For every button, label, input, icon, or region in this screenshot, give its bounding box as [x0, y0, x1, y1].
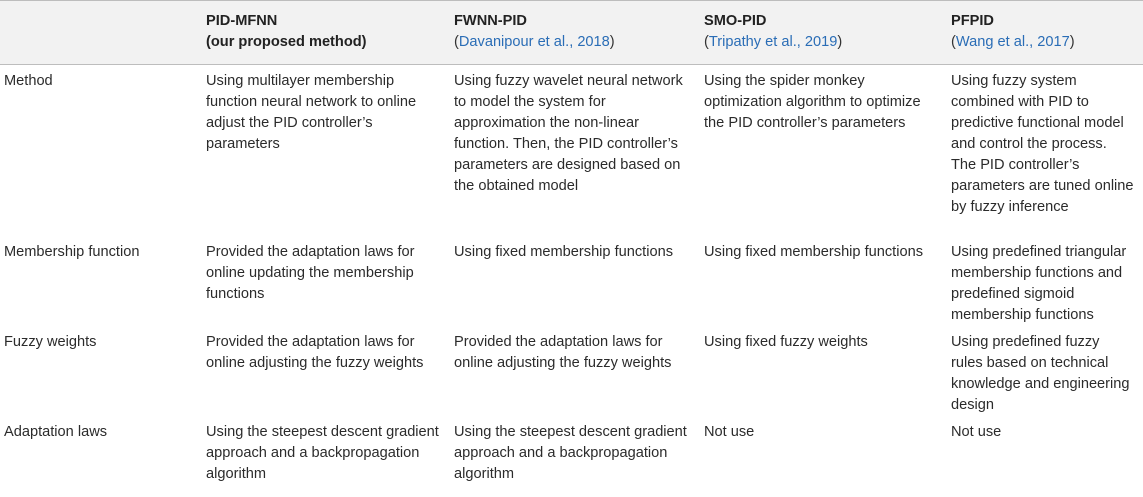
table-cell: Provided the adaptation laws for online updating the membership functions: [206, 243, 415, 302]
header-pfpid: [947, 1, 1143, 65]
paren-open: (: [704, 34, 709, 50]
table-row: [0, 326, 1143, 416]
row-label: Method: [4, 73, 53, 89]
citation-link[interactable]: Tripathy et al., 2019: [708, 34, 838, 50]
table-cell: Not use: [704, 423, 755, 440]
header-row: [0, 1, 1143, 65]
header-fwnn-pid: [450, 1, 700, 65]
table-cell: Using multilayer membership function neural network to online adjust the PID controller’s parameters: [206, 73, 417, 152]
table-cell: Using the steepest descent gradient approach and a backpropagation algorithm: [454, 423, 687, 482]
header-subtitle: (our proposed method): [206, 34, 367, 50]
paren-close: ): [609, 34, 615, 50]
table-row: [0, 416, 1143, 485]
row-label: Membership function: [4, 243, 140, 260]
header-corner: [0, 1, 202, 65]
paren-close: ): [1069, 34, 1075, 50]
table-cell: Using fixed membership functions: [704, 243, 924, 260]
header-pid-mfnn: [202, 1, 450, 65]
citation-link[interactable]: Wang et al., 2017: [955, 34, 1070, 50]
table-header: [0, 1, 1143, 65]
header-smo-pid: [700, 1, 947, 65]
table-cell: Using the spider monkey optimization algorithm to optimize the PID controller’s parameters: [704, 73, 921, 131]
table-cell: Using predefined fuzzy rules based on technical knowledge and engineering design: [951, 333, 1130, 413]
table-cell: Using the steepest descent gradient approach and a backpropagation algorithm: [206, 423, 439, 482]
table-cell: Not use: [951, 423, 1002, 440]
paren-open: (: [951, 34, 956, 50]
table-cell: Using fixed membership functions: [454, 243, 674, 260]
row-label: Adaptation laws: [4, 423, 108, 440]
header-title: PID-MFNN: [206, 13, 278, 29]
paren-open: (: [454, 34, 459, 50]
row-label: Fuzzy weights: [4, 333, 97, 350]
table-cell: Provided the adaptation laws for online adjusting the fuzzy weights: [206, 333, 424, 371]
paren-close: ): [837, 34, 843, 50]
table-row: [0, 236, 1143, 326]
table-cell: Using fixed fuzzy weights: [704, 333, 868, 350]
header-title: PFPID: [951, 13, 994, 29]
table-cell: Using fuzzy wavelet neural network to model the system for approximation the non-linear function. Then, the PID controller’s parameters are designed based on the obtained model: [454, 73, 683, 194]
table-cell: Using predefined triangular membership functions and predefined sigmoid membership functions: [951, 243, 1127, 323]
header-title: FWNN-PID: [454, 13, 527, 29]
table-body: [0, 65, 1143, 485]
table-row: [0, 65, 1143, 236]
table-cell: Using fuzzy system combined with PID to predictive functional model and control the process. The PID controller’s parameters are tuned online by fuzzy inference: [951, 73, 1134, 215]
citation-link[interactable]: Davanipour et al., 2018: [458, 34, 610, 50]
header-title: SMO-PID: [704, 13, 767, 29]
table-cell: Provided the adaptation laws for online adjusting the fuzzy weights: [454, 333, 672, 371]
